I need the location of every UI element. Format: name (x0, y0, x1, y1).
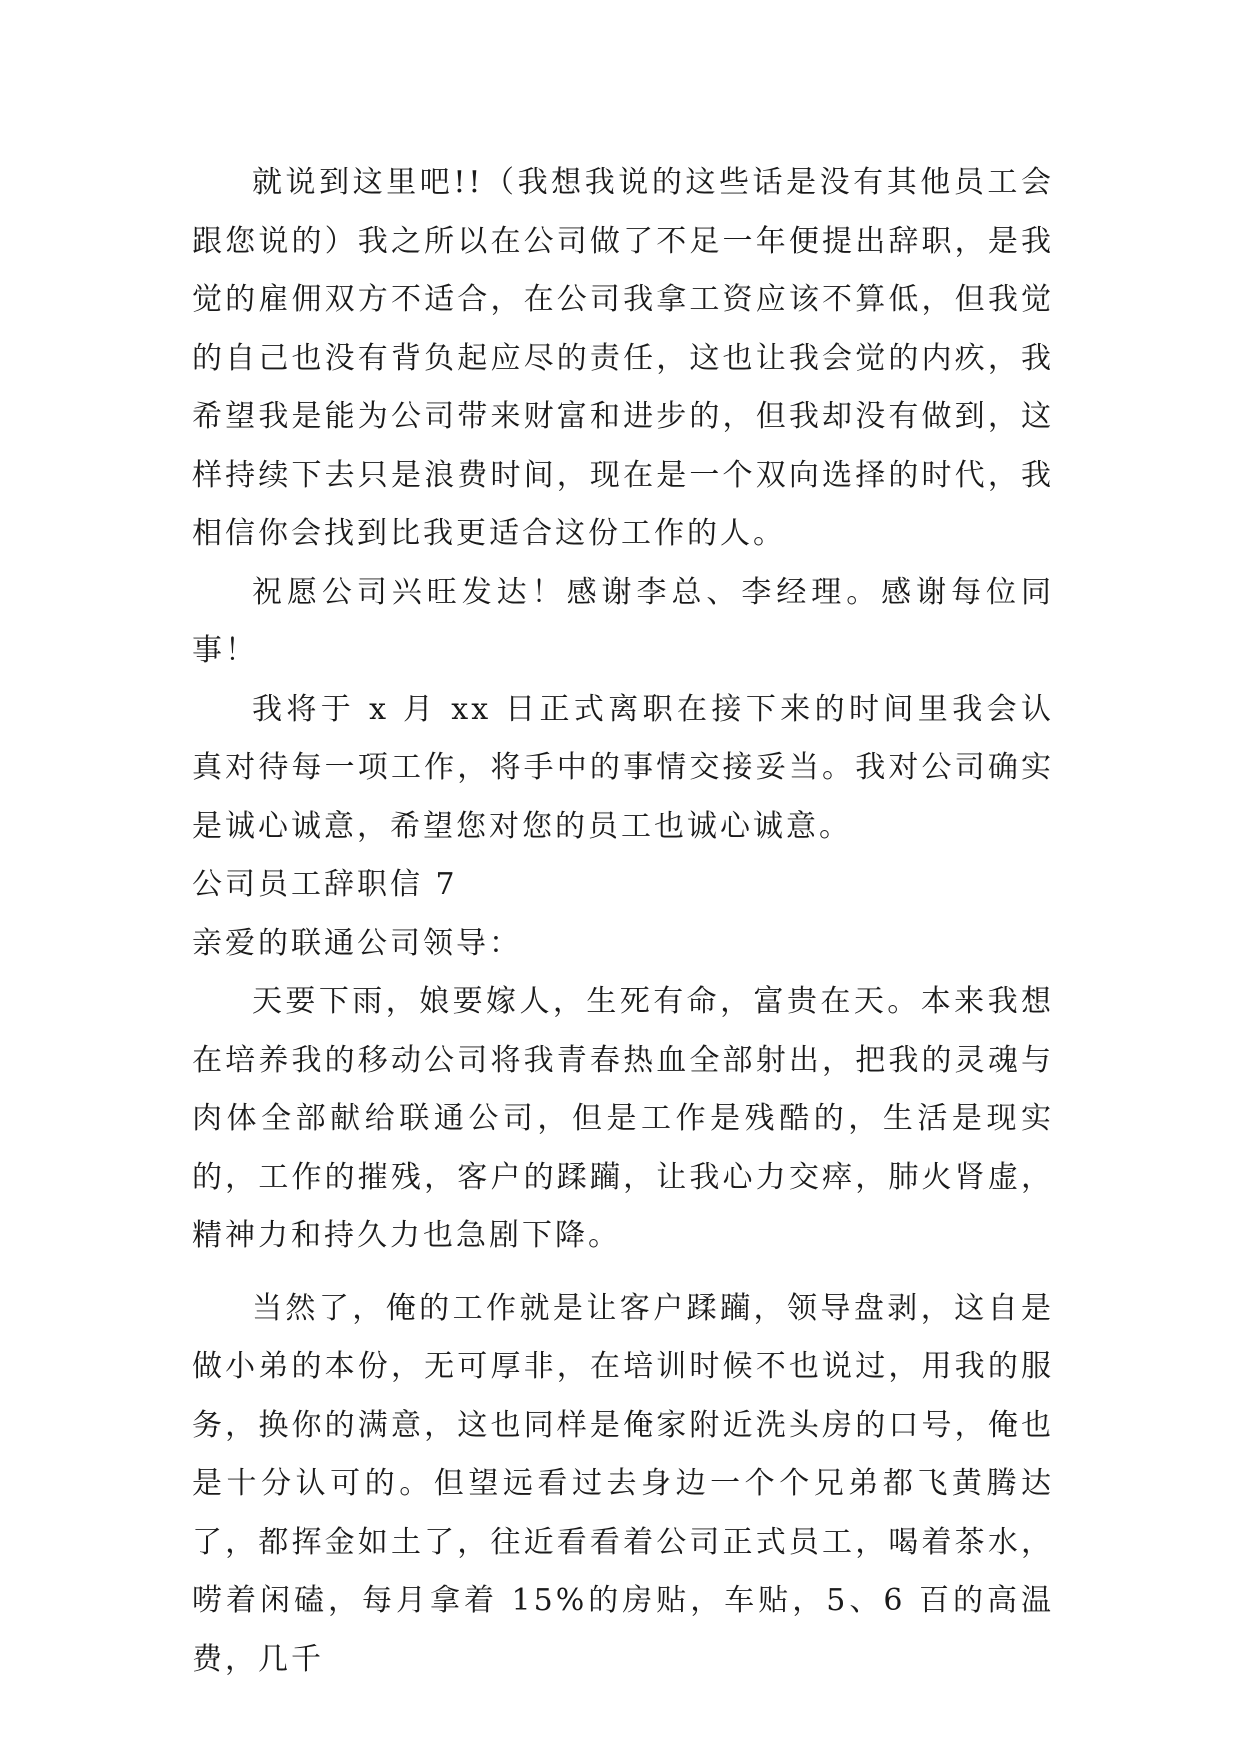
letter-salutation: 亲爱的联通公司领导： (192, 925, 522, 961)
paragraph-blessing: 祝愿公司兴旺发达！感谢李总、李经理。感谢每位同事！ (192, 574, 1054, 668)
paragraph-complaint: 当然了，俺的工作就是让客户蹂躏，领导盘剥，这自是做小弟的本份，无可厚非，在培训时候不也说过，用我的服务，换你的满意，这也同样是俺家附近洗头房的口号，俺也是十分认可的。但望远看过去身边一个个兄弟都飞黄腾达了，都挥金如土了，往近看看着公司正式员工，喝着茶水，唠着闲磕，每月拿着 15%的房贴，车贴，5、6 百的高温费，几千 (192, 1290, 1054, 1677)
paragraph-opening: 天要下雨，娘要嫁人，生死有命，富贵在天。本来我想在培养我的移动公司将我青春热血全部射出，把我的灵魂与肉体全部献给联通公司，但是工作是残酷的，生活是现实的，工作的摧残，客户的蹂躏，让我心力交瘁，肺火肾虚，精神力和持久力也急剧下降。 (192, 984, 1054, 1253)
paragraph-farewell-reason: 就说到这里吧!!（我想我说的这些话是没有其他员工会跟您说的）我之所以在公司做了不足一年便提出辞职，是我觉的雇佣双方不适合，在公司我拿工资应该不算低，但我觉的自己也没有背负起应尽的责任，这也让我会觉的内疚，我希望我是能为公司带来财富和进步的，但我却没有做到，这样持续下去只是浪费时间，现在是一个双向选择的时代，我相信你会找到比我更适合这份工作的人。 (192, 165, 1054, 551)
paragraph-leave-date: 我将于 x 月 xx 日正式离职在接下来的时间里我会认真对待每一项工作，将手中的事情交接妥当。我对公司确实是诚心诚意，希望您对您的员工也诚心诚意。 (192, 691, 1054, 844)
document-body (192, 154, 1054, 1689)
section-heading: 公司员工辞职信 7 (192, 867, 458, 902)
